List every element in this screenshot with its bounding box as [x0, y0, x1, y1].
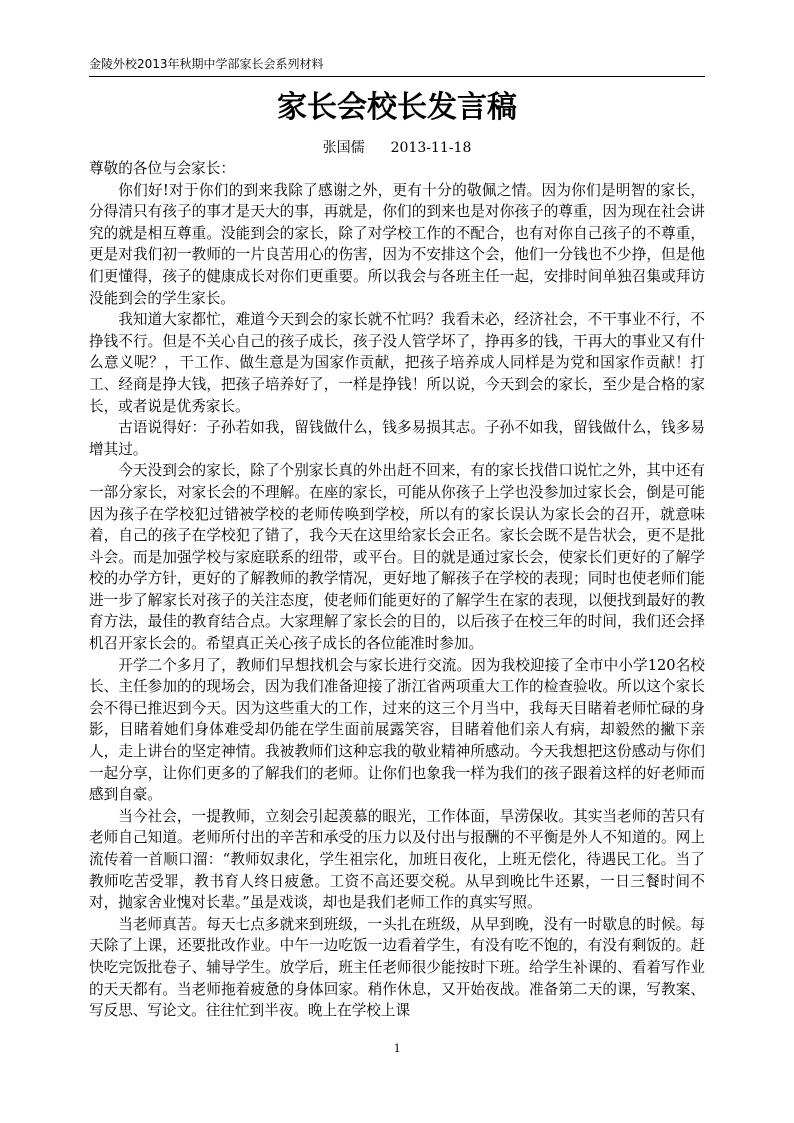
- paragraph-5: 开学二个多月了，教师们早想找机会与家长进行交流。因为我校迎接了全市中小学120名校长、主任参加的的现场会，因为我们准备迎接了浙江省两项重大工作的检查验收。所以这个家长会不得已推迟到今天。因为这些重大的工作，过来的这三个月当中，我每天目睹着老师忙碌的身影，目睹着她们身体难受却仍能在学生面前展露笑容，目睹着他们亲人有病，却毅然的撇下亲人，走上讲台的坚定神情。我被教师们这种忘我的敬业精神所感动。今天我想把这份感动与你们一起分享，让你们更多的了解我们的老师。让你们也象我一样为我们的孩子跟着这样的好老师而感到自豪。: [89, 656, 705, 804]
- page-header: [89, 56, 705, 77]
- paragraph-3: 古语说得好：子孙若如我，留钱做什么，钱多易损其志。子孙不如我，留钱做什么，钱多易增其过。: [89, 419, 705, 458]
- author-name: 张国儒: [322, 140, 365, 156]
- speech-date: 2013-11-18: [390, 140, 472, 156]
- paragraph-7: 当老师真苦。每天七点多就来到班级，一头扎在班级，从早到晚，没有一时歇息的时候。每天除了上课，还要批改作业。中午一边吃饭一边看着学生，有没有吃不饱的，有没有剩饭的。赶快吃完饭批卷子、辅导学生。放学后，班主任老师很少能按时下班。给学生补课的、看着写作业的天天都有。当老师拖着疲惫的身体回家。稍作休息，又开始夜战。准备第二天的课，写教案、写反思、写论文。往往忙到半夜。晚上在学校上课: [89, 915, 705, 1020]
- document-body: [89, 158, 705, 1022]
- byline: [89, 139, 705, 157]
- paragraph-1: 你们好!对于你们的到来我除了感谢之外，更有十分的敬佩之情。因为你们是明智的家长，分得清只有孩子的事才是天大的事，再就是，你们的到来也是对你孩子的尊重，因为现在社会讲究的就是相互尊重。没能到会的家长，除了对学校工作的不配合，也有对你自己孩子的不尊重，更是对我们初一教师的一片良苦用心的伤害，因为不安排这个会，他们一分钱也不少挣，但是他们更懂得，孩子的健康成长对你们更重要。所以我会与各班主任一起，安排时间单独召集或拜访没能到会的学生家长。: [89, 181, 705, 307]
- header-text: 金陵外校2013年秋期中学部家长会系列材料: [89, 57, 324, 71]
- paragraph-4: 今天没到会的家长，除了个别家长真的外出赶不回来，有的家长找借口说忙之外，其中还有一部分家长，对家长会的不理解。在座的家长，可能从你孩子上学也没参加过家长会，倒是可能因为孩子在学校犯过错被学校的老师传唤到学校，所以有的家长误认为家长会的召开，就意味着，自己的孩子在学校犯了错了，我今天在这里给家长会正名。家长会既不是告状会，更不是批斗会。而是加强学校与家庭联系的纽带，或平台。目的就是通过家长会，使家长们更好的了解学校的办学方针，更好的了解教师的教学情况，更好地了解孩子在学校的表现；同时也使老师们能进一步了解家长对孩子的关注态度，使老师们能更好的了解学生在家的表现，以便找到最好的教育方法，最佳的教育结合点。大家理解了家长会的目的，以后孩子在校三年的时间，我们还会择机召开家长会的。希望真正关心孩子成长的各位能准时参加。: [89, 462, 705, 653]
- document-title: 家长会校长发言稿: [277, 90, 517, 125]
- page-number: 1: [393, 1040, 401, 1055]
- paragraph-2: 我知道大家都忙，难道今天到会的家长就不忙吗？我看未必，经济社会，不干事业不行，不挣钱不行。但是不关心自己的孩子成长，孩子没人管学坏了，挣再多的钱，干再大的事业又有什么意义呢？，干工作、做生意是为国家作贡献，把孩子培养成人同样是为党和国家作贡献！打工、经商是挣大钱，把孩子培养好了，一样是挣钱！所以说，今天到会的家长，至少是合格的家长，或者说是优秀家长。: [89, 311, 705, 415]
- salutation: 尊敬的各位与会家长：: [89, 160, 235, 177]
- paragraph-6: 当今社会，一提教师，立刻会引起羡慕的眼光，工作体面，旱涝保收。其实当老师的苦只有老师自己知道。老师所付出的辛苦和承受的压力以及付出与报酬的不平衡是外人不知道的。网上流传着一首顺口溜：“教师奴隶化，学生祖宗化，加班日夜化，上班无偿化，待遇民工化。当了教师吃苦受罪，教书育人终日疲惫。工资不高还要交税。从早到晚比牛还累，一日三餐时间不对，抛家舍业愧对长辈。”虽是戏谈，却也是我们老师工作的真实写照。: [89, 807, 705, 912]
